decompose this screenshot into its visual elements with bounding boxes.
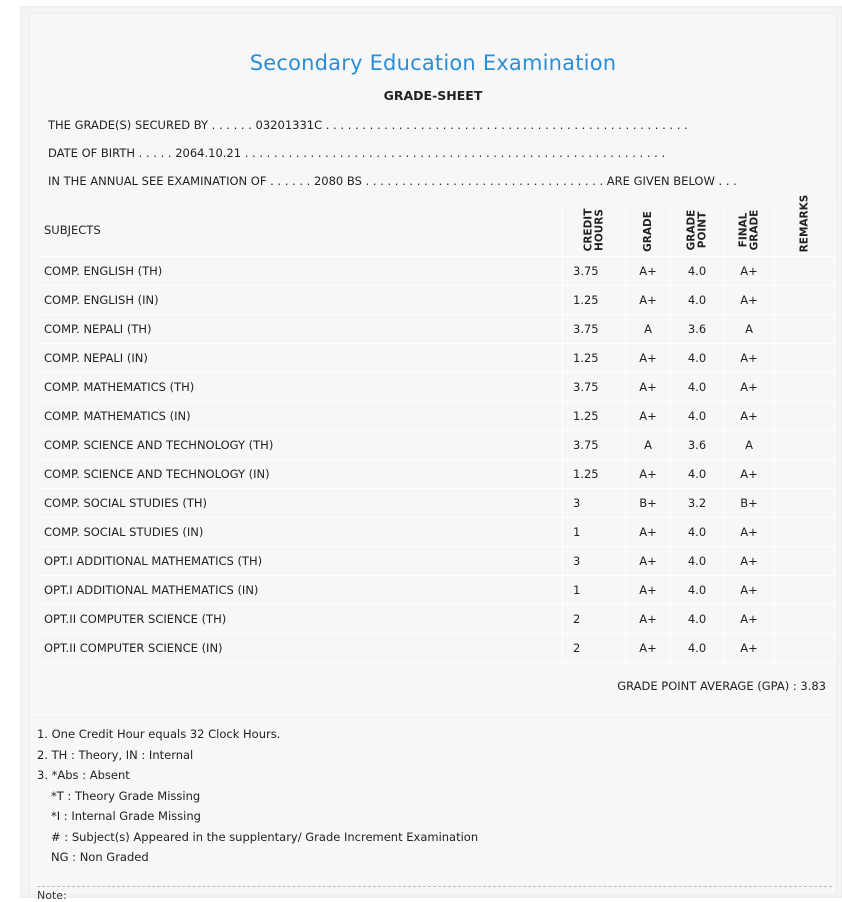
grade-point-cell: 4.0 <box>671 460 724 489</box>
grade-point-cell: 4.0 <box>671 286 724 315</box>
table-row <box>38 460 836 489</box>
table-row <box>38 489 836 518</box>
grade-point-cell: 4.0 <box>671 576 724 605</box>
header-credit-hours-cell <box>563 204 626 257</box>
note-item: # : Subject(s) Appeared in the supplentary/ Grade Increment Examination <box>51 829 479 844</box>
exam-year: 2080 BS <box>313 174 362 188</box>
exam-prefix: IN THE ANNUAL SEE EXAMINATION OF . . . . . . <box>48 174 314 188</box>
final-grade-cell: A+ <box>724 373 775 402</box>
header-subjects: SUBJECTS <box>38 204 563 257</box>
final-grade-cell: B+ <box>724 489 775 518</box>
final-grade-cell: A+ <box>724 576 775 605</box>
divider <box>30 714 836 715</box>
table-header-row <box>38 204 836 257</box>
remarks-cell <box>775 373 836 402</box>
remarks-cell <box>775 315 836 344</box>
dashed-divider <box>37 886 832 887</box>
remarks-cell <box>775 344 836 373</box>
header-credit-hours: CREDIT HOURS <box>582 208 605 252</box>
credit-cell: 1.25 <box>563 344 626 373</box>
subject-cell: COMP. NEPALI (TH) <box>38 315 563 344</box>
table-row <box>38 547 836 576</box>
table-row <box>38 257 836 286</box>
credit-cell: 3.75 <box>563 315 626 344</box>
dob-line <box>48 146 665 160</box>
footer-note-label: Note: <box>37 889 67 902</box>
credit-cell: 3 <box>563 489 626 518</box>
grade-cell: A+ <box>626 605 671 634</box>
credit-cell: 1 <box>563 518 626 547</box>
remarks-cell <box>775 547 836 576</box>
credit-cell: 2 <box>563 634 626 663</box>
table-row <box>38 344 836 373</box>
grade-point-cell: 4.0 <box>671 634 724 663</box>
grade-sheet-inner <box>29 13 837 902</box>
exam-suffix: . . . . . . . . . . . . . . . . . . . . . . . . . . . . . . . . . ARE GIVEN BELOW . . . <box>361 174 737 188</box>
subject-cell: OPT.I ADDITIONAL MATHEMATICS (TH) <box>38 547 563 576</box>
remarks-cell <box>775 460 836 489</box>
credit-cell: 1 <box>563 576 626 605</box>
grade-cell: A+ <box>626 373 671 402</box>
subject-cell: COMP. SOCIAL STUDIES (TH) <box>38 489 563 518</box>
symbol-prefix: THE GRADE(S) SECURED BY . . . . . . <box>48 118 256 132</box>
note-item: 2. TH : Theory, IN : Internal <box>37 747 194 762</box>
credit-cell: 3.75 <box>563 373 626 402</box>
grade-point-cell: 4.0 <box>671 402 724 431</box>
remarks-cell <box>775 286 836 315</box>
table-row <box>38 402 836 431</box>
subject-cell: OPT.I ADDITIONAL MATHEMATICS (IN) <box>38 576 563 605</box>
grade-cell: B+ <box>626 489 671 518</box>
grade-point-cell: 4.0 <box>671 518 724 547</box>
grade-cell: A+ <box>626 257 671 286</box>
table-row <box>38 315 836 344</box>
grade-cell: A+ <box>626 547 671 576</box>
credit-cell: 2 <box>563 605 626 634</box>
final-grade-cell: A <box>724 315 775 344</box>
header-final-grade-cell <box>724 204 775 257</box>
subject-cell: OPT.II COMPUTER SCIENCE (TH) <box>38 605 563 634</box>
subject-cell: COMP. ENGLISH (TH) <box>38 257 563 286</box>
grade-point-cell: 4.0 <box>671 373 724 402</box>
header-final-grade: FINAL GRADE <box>737 209 760 251</box>
grade-cell: A <box>626 315 671 344</box>
note-item: *I : Internal Grade Missing <box>51 809 201 823</box>
header-grade: GRADE <box>641 211 654 252</box>
note-item: NG : Non Graded <box>51 850 149 864</box>
dob-prefix: DATE OF BIRTH . . . . . <box>48 146 176 160</box>
final-grade-cell: A+ <box>724 460 775 489</box>
grade-cell: A+ <box>626 518 671 547</box>
remarks-cell <box>775 431 836 460</box>
final-grade-cell: A+ <box>724 634 775 663</box>
credit-cell: 1.25 <box>563 460 626 489</box>
gpa-summary: GRADE POINT AVERAGE (GPA) : 3.83 <box>617 679 826 693</box>
grade-point-cell: 4.0 <box>671 547 724 576</box>
grade-cell: A+ <box>626 402 671 431</box>
table-row <box>38 518 836 547</box>
grade-cell: A <box>626 431 671 460</box>
table-row <box>38 576 836 605</box>
remarks-cell <box>775 489 836 518</box>
header-grade-point: GRADE POINT <box>685 209 708 251</box>
final-grade-cell: A+ <box>724 518 775 547</box>
grade-point-cell: 4.0 <box>671 257 724 286</box>
dob-value: 2064.10.21 <box>175 146 242 160</box>
page-title: Secondary Education Examination <box>249 51 617 75</box>
grade-sheet-panel <box>20 6 842 902</box>
header-grade-point-cell <box>671 204 724 257</box>
grade-cell: A+ <box>626 576 671 605</box>
dob-suffix: . . . . . . . . . . . . . . . . . . . . . . . . . . . . . . . . . . . . . . . . . . . . . . . . . . . . . . . . . . <box>241 146 666 160</box>
remarks-cell <box>775 257 836 286</box>
grade-cell: A+ <box>626 286 671 315</box>
grade-point-cell: 3.6 <box>671 315 724 344</box>
grade-cell: A+ <box>626 460 671 489</box>
subject-cell: COMP. MATHEMATICS (IN) <box>38 402 563 431</box>
credit-cell: 3.75 <box>563 431 626 460</box>
subject-cell: OPT.II COMPUTER SCIENCE (IN) <box>38 634 563 663</box>
credit-cell: 1.25 <box>563 402 626 431</box>
note-item: 1. One Credit Hour equals 32 Clock Hours. <box>37 727 281 741</box>
table-row <box>38 373 836 402</box>
credit-cell: 1.25 <box>563 286 626 315</box>
remarks-cell <box>775 518 836 547</box>
subject-cell: COMP. SCIENCE AND TECHNOLOGY (TH) <box>38 431 563 460</box>
table-row <box>38 286 836 315</box>
grades-table <box>38 194 836 663</box>
grade-cell: A+ <box>626 344 671 373</box>
remarks-cell <box>775 576 836 605</box>
table-row <box>38 634 836 663</box>
note-item: 3. *Abs : Absent <box>37 768 130 782</box>
subject-cell: COMP. SOCIAL STUDIES (IN) <box>38 518 563 547</box>
final-grade-cell: A+ <box>724 605 775 634</box>
header-remarks-cell <box>775 194 836 257</box>
final-grade-cell: A <box>724 431 775 460</box>
final-grade-cell: A+ <box>724 402 775 431</box>
subject-cell: COMP. NEPALI (IN) <box>38 344 563 373</box>
exam-year-line <box>48 174 737 188</box>
header-grade-cell <box>626 204 671 257</box>
subject-cell: COMP. ENGLISH (IN) <box>38 286 563 315</box>
final-grade-cell: A+ <box>724 344 775 373</box>
remarks-cell <box>775 605 836 634</box>
remarks-cell <box>775 402 836 431</box>
subject-cell: COMP. MATHEMATICS (TH) <box>38 373 563 402</box>
grade-point-cell: 3.6 <box>671 431 724 460</box>
page-subtitle: GRADE-SHEET <box>383 88 483 103</box>
subject-cell: COMP. SCIENCE AND TECHNOLOGY (IN) <box>38 460 563 489</box>
credit-cell: 3 <box>563 547 626 576</box>
final-grade-cell: A+ <box>724 547 775 576</box>
grade-point-cell: 4.0 <box>671 344 724 373</box>
table-row <box>38 605 836 634</box>
remarks-cell <box>775 634 836 663</box>
header-remarks: REMARKS <box>798 194 811 253</box>
credit-cell: 3.75 <box>563 257 626 286</box>
note-item: *T : Theory Grade Missing <box>51 788 201 803</box>
grade-point-cell: 4.0 <box>671 605 724 634</box>
grade-point-cell: 3.2 <box>671 489 724 518</box>
symbol-suffix: . . . . . . . . . . . . . . . . . . . . . . . . . . . . . . . . . . . . . . . . . . . . . . . . . . <box>322 118 688 132</box>
student-symbol-line <box>48 118 688 132</box>
symbol-number: 03201331C <box>255 118 323 132</box>
grades-table-body <box>38 257 836 663</box>
table-row <box>38 431 836 460</box>
final-grade-cell: A+ <box>724 286 775 315</box>
grade-cell: A+ <box>626 634 671 663</box>
final-grade-cell: A+ <box>724 257 775 286</box>
notes-list <box>37 724 478 868</box>
